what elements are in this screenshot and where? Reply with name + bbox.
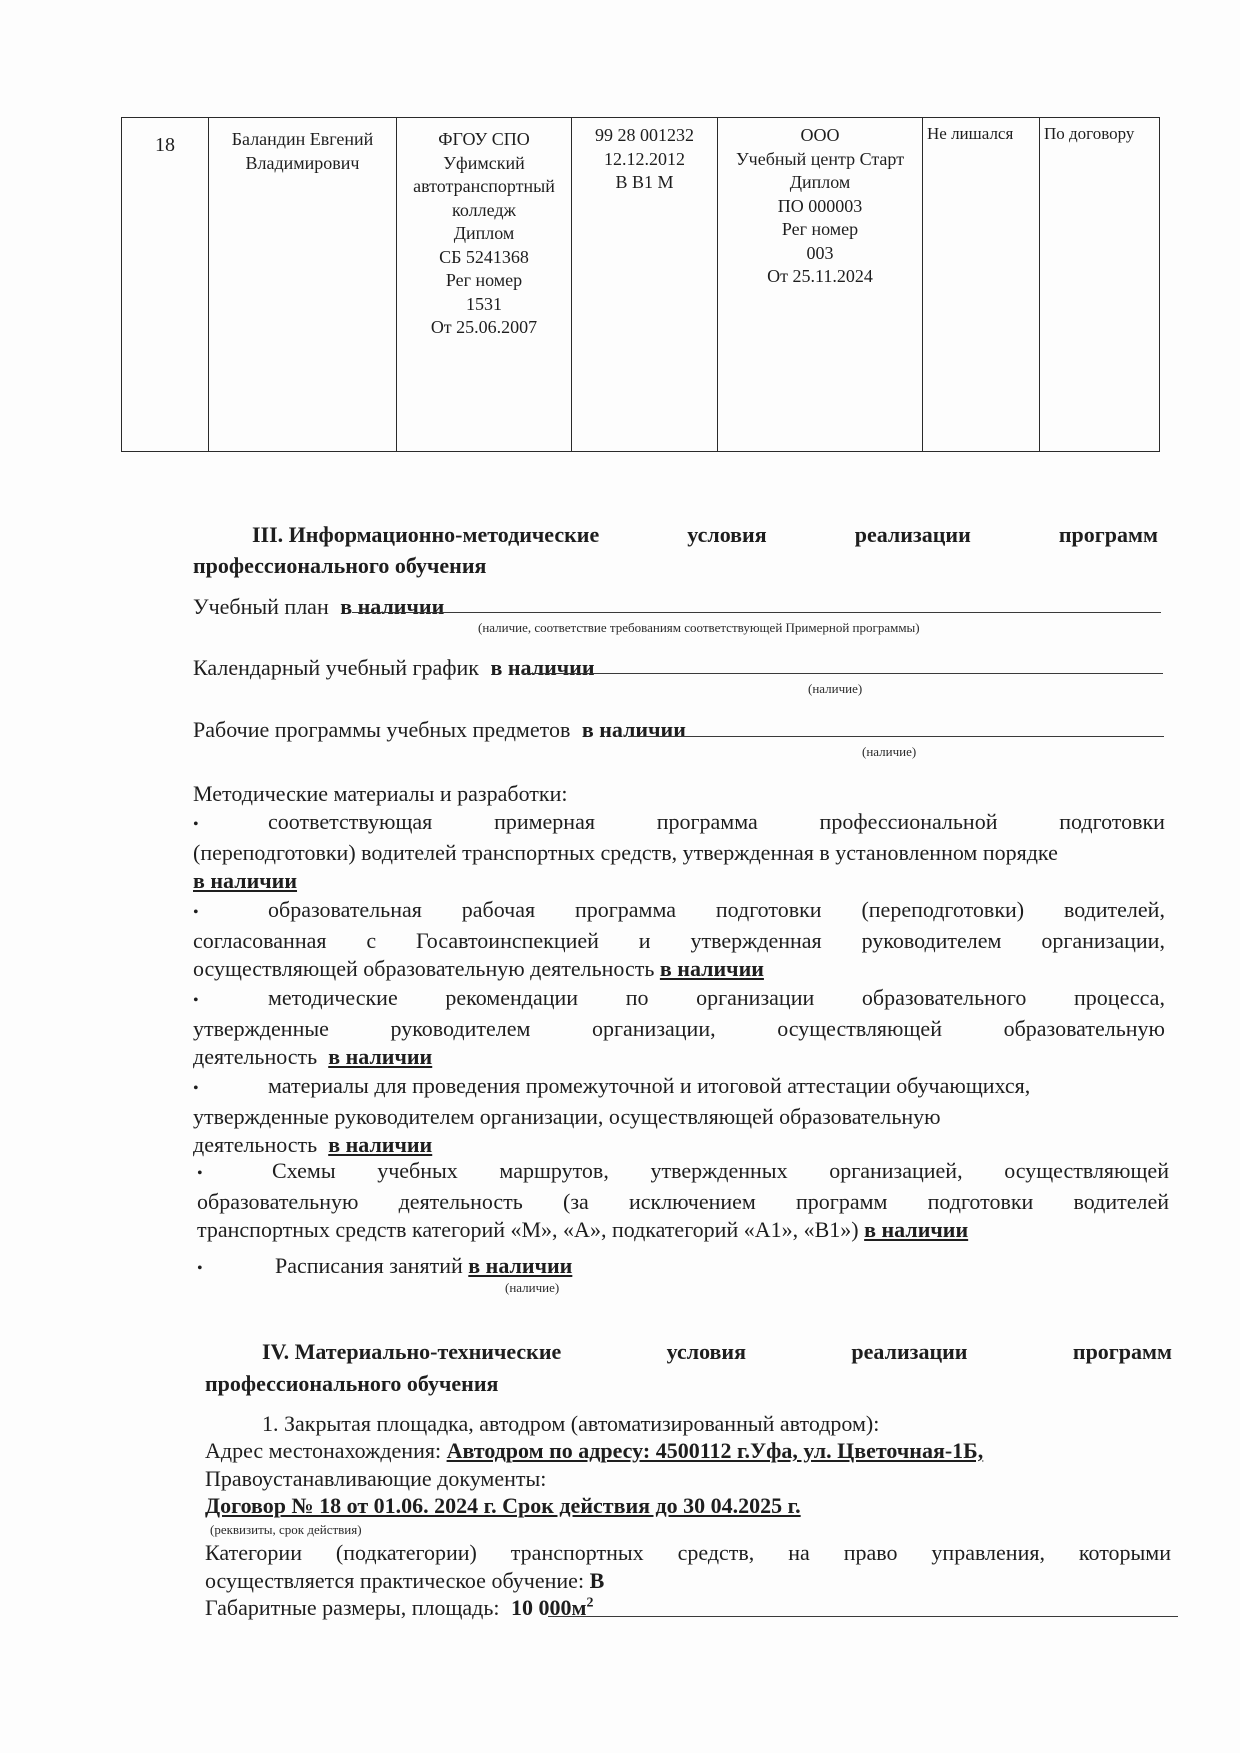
item3-word: осуществляющей [777, 1016, 942, 1041]
bullet-icon: • [193, 816, 199, 833]
study-plan-row [193, 593, 444, 621]
categories-word: средств, [677, 1540, 755, 1565]
item2-word: подготовки [715, 897, 822, 922]
row-number: 18 [122, 118, 209, 452]
size-unit-sup: 2 [586, 1595, 594, 1611]
education-line: автотранспортный [413, 176, 555, 196]
section3-title-line2: профессионального обучения [193, 553, 487, 578]
education-line: ФГОУ СПО [438, 129, 530, 149]
bullet-icon: • [193, 904, 199, 921]
size-row [205, 1594, 594, 1622]
education-line: колледж [452, 199, 516, 220]
calendar-row [193, 654, 595, 682]
list-item [193, 1072, 1165, 1159]
work-programs-row [193, 716, 686, 744]
categories-line2: осуществляется практическое обучение: [205, 1568, 585, 1593]
section3-title-word: программ [1058, 522, 1158, 547]
education-line: Рег номер [445, 270, 523, 290]
item2-word: утвержденная [690, 928, 822, 953]
categories-block [205, 1539, 1171, 1595]
section4-title-line2: профессионального обучения [205, 1371, 499, 1396]
list-item [193, 808, 1165, 895]
section3-title-word: условия [687, 522, 767, 547]
deprived-cell: Не лишался [923, 118, 1040, 452]
study-plan-note: (наличие, соответствие требованиям соответствующей Примерной программы) [478, 620, 920, 635]
list-item [193, 984, 1165, 1071]
item1-word: • соответствующая [193, 808, 432, 839]
section3-title [252, 519, 1158, 550]
item5-word: программ [796, 1189, 888, 1214]
section3-title-word: III. Информационно-методические [252, 522, 600, 547]
size-underline [548, 1616, 1178, 1617]
item3-word: • методические [193, 984, 398, 1015]
work-programs-note: (наличие) [862, 744, 917, 759]
item5-value: в наличии [864, 1217, 969, 1242]
item3-word: образовательную [1003, 1016, 1165, 1041]
item2-value: в наличии [659, 956, 764, 981]
categories-word: (подкатегории) [335, 1540, 477, 1565]
license-cell [572, 118, 718, 452]
categories-word: которыми [1078, 1540, 1171, 1565]
education-line: СБ 5241368 [439, 246, 529, 267]
list-item [197, 1252, 1169, 1283]
staff-table [121, 117, 1160, 452]
item2-word: программа [574, 897, 676, 922]
item3-word: рекомендации [445, 985, 579, 1010]
bullet-icon: • [197, 1260, 203, 1277]
size-label: Габаритные размеры, площадь: [205, 1595, 500, 1620]
item5-word: • Схемы [197, 1157, 336, 1188]
item3-word: организации, [591, 1016, 716, 1041]
work-programs-label: Рабочие программы учебных предметов [193, 717, 571, 742]
study-plan-underline [352, 612, 1161, 613]
section4-title-word: условия [666, 1339, 747, 1364]
license-line: 12.12.2012 [604, 148, 685, 169]
item5-word: подготовки [927, 1189, 1034, 1214]
item3-line3: деятельность [193, 1044, 318, 1069]
item5-word: учебных [377, 1158, 458, 1183]
calendar-note: (наличие) [808, 681, 863, 696]
docs-note: (реквизиты, срок действия) [210, 1522, 362, 1537]
item3-word: процесса, [1074, 985, 1165, 1010]
item4-value: в наличии [328, 1132, 433, 1157]
calendar-value: в наличии [490, 655, 595, 680]
item2-word: • образовательная [193, 896, 422, 927]
docs-row [205, 1492, 801, 1520]
list-item [193, 896, 1165, 983]
staff-name-line: Владимирович [245, 152, 360, 173]
education-line: От 25.06.2007 [430, 317, 538, 337]
bullet-icon: • [193, 992, 199, 1009]
item5-word: утвержденных [650, 1158, 788, 1183]
item5-word: исключением [628, 1189, 756, 1214]
training-line: ООО [800, 125, 840, 145]
license-line: В В1 М [615, 172, 674, 192]
calendar-label: Календарный учебный график [193, 655, 479, 680]
item5-word: деятельность [398, 1189, 523, 1214]
item2-word: рабочая [461, 897, 536, 922]
training-line: Диплом [789, 172, 851, 192]
section4-title-word: программ [1072, 1339, 1172, 1364]
table-row [122, 118, 1160, 452]
docs-label: Правоустанавливающие документы: [205, 1466, 547, 1491]
education-cell [397, 118, 572, 452]
item4-line3: деятельность [193, 1132, 318, 1157]
training-line: ПО 000003 [777, 195, 863, 216]
categories-word: управления, [931, 1540, 1045, 1565]
item5-word: (за [563, 1189, 589, 1214]
item1-word: подготовки [1059, 809, 1165, 834]
docs-value: Договор № 18 от 01.06. 2024 г. Срок действия до 30 04.2025 г. [205, 1493, 801, 1518]
categories-word: право [843, 1540, 898, 1565]
item5-line3: транспортных средств категорий «М», «А», подкатегорий «А1», «В1») [197, 1217, 859, 1242]
calendar-underline [522, 673, 1163, 674]
address-label: Адрес местонахождения: [205, 1438, 442, 1463]
item2-word: руководителем [861, 928, 1002, 953]
item2-word: с [366, 928, 377, 953]
section4-title-word: реализации [851, 1339, 968, 1364]
categories-word: на [788, 1540, 810, 1565]
item3-word: организации [696, 985, 815, 1010]
item4-line2: утвержденные руководителем организации, осуществляющей образовательную [193, 1104, 941, 1129]
size-value: 10 000м [511, 1595, 587, 1620]
bullet-icon: • [193, 1080, 199, 1097]
item5-word: маршрутов, [499, 1158, 609, 1183]
item1-line2: (переподготовки) водителей транспортных средств, утвержденная в установленном порядке [193, 840, 1058, 865]
item5-word: осуществляющей [1004, 1158, 1169, 1183]
staff-name-line: Баландин Евгений [231, 129, 374, 149]
item4-line1: материалы для проведения промежуточной и итоговой аттестации обучающихся, [268, 1073, 1031, 1098]
item1-word: программа [656, 809, 758, 834]
item5-word: организацией, [829, 1158, 963, 1183]
section4-title [262, 1336, 1172, 1367]
education-line: Диплом [453, 223, 515, 243]
training-line: Учебный центр Старт [735, 148, 905, 169]
item3-word: утвержденные [193, 1016, 329, 1041]
item1-word: примерная [494, 809, 595, 834]
education-line: Уфимский [443, 152, 525, 173]
staff-name-cell [209, 118, 397, 452]
item6-value: в наличии [468, 1253, 573, 1278]
study-plan-value: в наличии [340, 594, 445, 619]
address-value: Автодром по адресу: 4500112 г.Уфа, ул. Цветочная-1Б, [446, 1438, 984, 1463]
work-programs-underline [628, 736, 1164, 737]
section3-title-word: реализации [854, 522, 971, 547]
item6-line1: Расписания занятий [275, 1253, 463, 1278]
training-line: 003 [806, 242, 834, 263]
materials-label: Методические материалы и разработки: [193, 781, 568, 806]
item3-value: в наличии [328, 1044, 433, 1069]
item2-word: организации, [1041, 928, 1165, 953]
training-line: От 25.11.2024 [767, 266, 873, 286]
item2-line3: осуществляющей образовательную деятельность [193, 956, 655, 981]
section4-item1: 1. Закрытая площадка, автодром (автоматизированный автодром): [262, 1411, 880, 1436]
work-programs-value: в наличии [581, 717, 686, 742]
basis-cell: По договору [1040, 118, 1160, 452]
item2-word: Госавтоинспекцией [416, 928, 599, 953]
item5-word: водителей [1073, 1189, 1169, 1214]
item5-word: образовательную [197, 1189, 359, 1214]
education-line: 1531 [466, 293, 502, 314]
item2-word: согласованная [193, 928, 327, 953]
item2-word: водителей, [1063, 897, 1165, 922]
item1-word: профессиональной [819, 809, 998, 834]
section4-title-word: IV. Материально-технические [262, 1339, 562, 1364]
categories-word: Категории [205, 1540, 302, 1565]
item6-note: (наличие) [505, 1280, 560, 1295]
training-cell [718, 118, 923, 452]
bullet-icon: • [197, 1165, 203, 1182]
training-line: Рег номер [781, 219, 859, 239]
item2-word: (переподготовки) [861, 897, 1025, 922]
list-item [197, 1157, 1169, 1244]
study-plan-label: Учебный план [193, 594, 329, 619]
item2-word: и [638, 928, 651, 953]
item1-value: в наличии [193, 868, 298, 893]
address-row [205, 1437, 983, 1465]
license-line: 99 28 001232 [595, 125, 694, 145]
item3-word: по [625, 985, 649, 1010]
categories-value: В [589, 1568, 605, 1593]
item3-word: руководителем [390, 1016, 531, 1041]
item3-word: образовательного [861, 985, 1027, 1010]
categories-word: транспортных [510, 1540, 644, 1565]
